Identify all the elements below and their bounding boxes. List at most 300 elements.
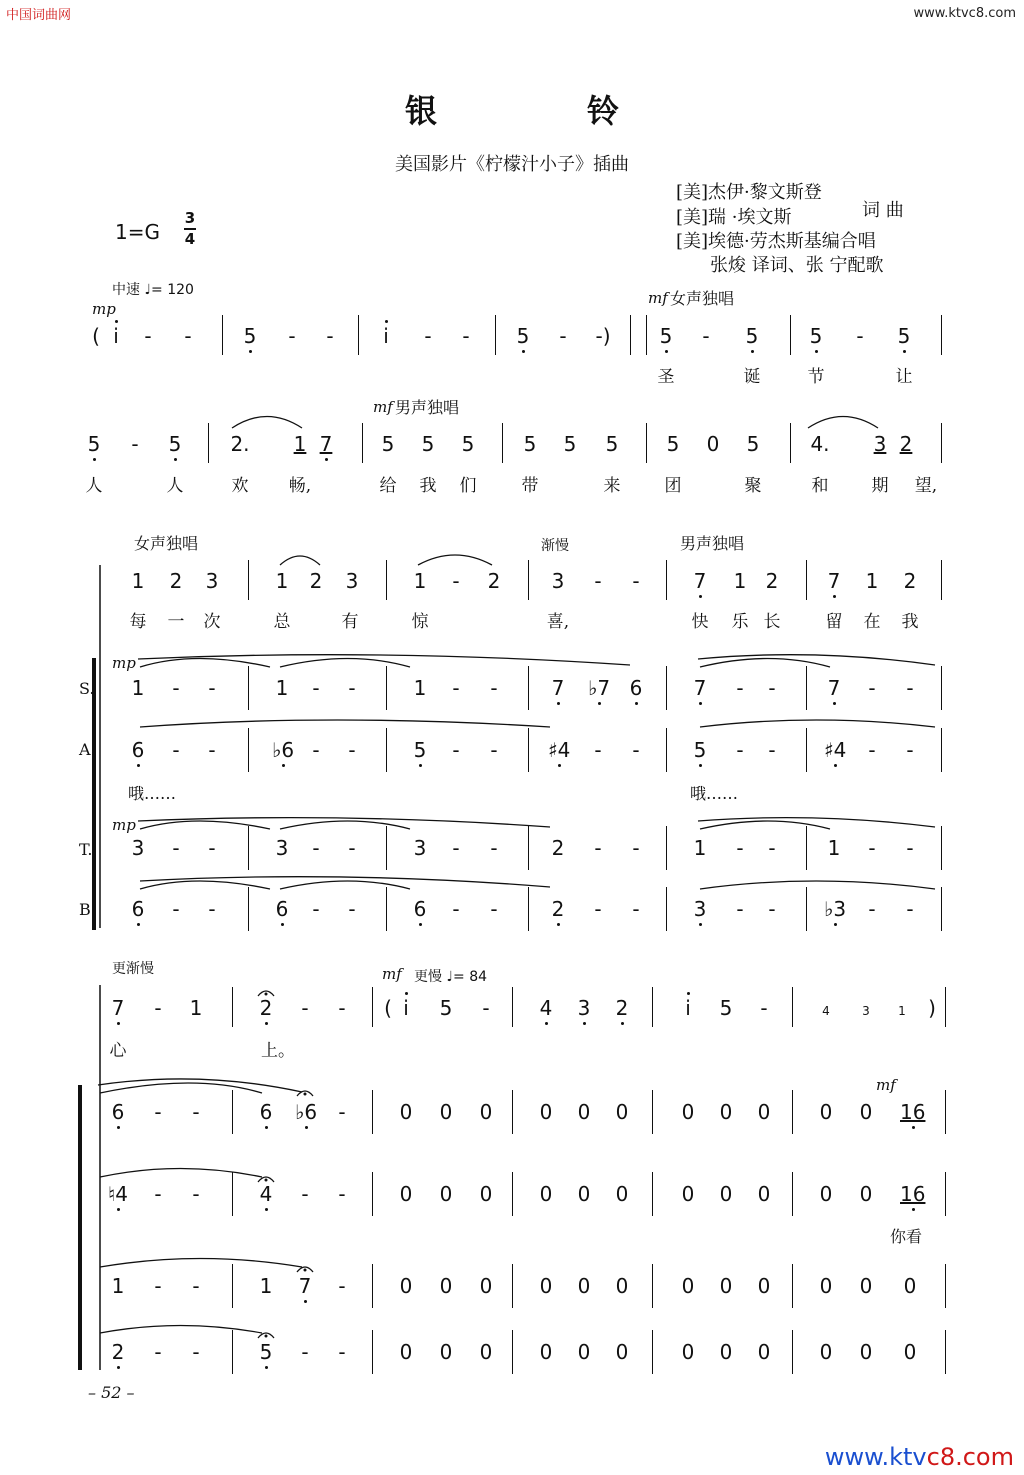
note-glyph: -	[452, 676, 460, 700]
note-glyph: 5	[439, 996, 453, 1020]
note-glyph: 0	[615, 1182, 629, 1206]
note-glyph: 0	[577, 1340, 591, 1364]
note-glyph: 0	[439, 1182, 453, 1206]
note-glyph: -	[702, 324, 710, 348]
tie	[140, 821, 270, 829]
note-glyph: 4	[259, 1182, 273, 1206]
note-glyph: -	[172, 897, 180, 921]
note-glyph: 0	[479, 1340, 493, 1364]
note-glyph: -	[768, 836, 776, 860]
lyric-syllable: 来	[603, 476, 621, 496]
credit-role: 词 曲	[862, 200, 904, 221]
note-glyph: 0	[681, 1274, 695, 1298]
note-glyph: 0	[903, 1274, 917, 1298]
note-glyph: -	[184, 324, 192, 348]
lyric-syllable: 留	[825, 612, 843, 632]
note-glyph: -	[490, 897, 498, 921]
note-glyph: 0	[681, 1182, 695, 1206]
tie	[280, 659, 410, 668]
note-glyph: -	[154, 1182, 162, 1206]
note-glyph: -	[868, 676, 876, 700]
note-glyph: 0	[859, 1274, 873, 1298]
note-glyph: -	[868, 897, 876, 921]
note-glyph: 6	[275, 897, 289, 921]
lyric-syllable: 总	[273, 612, 291, 632]
note-glyph: 1	[189, 996, 203, 1020]
note-glyph: 2	[551, 836, 565, 860]
credit-composer: [美]瑞 ·埃文斯	[676, 207, 792, 228]
oh-lyric-2: 哦……	[690, 784, 739, 803]
note-glyph: 5	[659, 324, 673, 348]
note-glyph: 4.	[810, 432, 830, 456]
note-glyph: 1	[131, 676, 145, 700]
note-glyph: 1	[275, 569, 289, 593]
note-glyph: 5	[413, 738, 427, 762]
note-glyph: 1	[131, 569, 145, 593]
note-glyph: 0	[399, 1100, 413, 1124]
note-glyph: (	[92, 324, 100, 348]
note-glyph: -	[482, 996, 490, 1020]
note-glyph: 6	[111, 1100, 125, 1124]
note-glyph: 0	[819, 1182, 833, 1206]
note-glyph: ♭6	[295, 1100, 318, 1124]
oh-lyric-1: 哦……	[128, 784, 177, 803]
note-glyph: 2	[111, 1340, 125, 1364]
note-glyph: 2	[899, 432, 913, 456]
note-glyph: 0	[439, 1340, 453, 1364]
note-glyph: 1	[865, 569, 879, 593]
note-glyph: 2	[169, 569, 183, 593]
note-glyph: 0	[719, 1274, 733, 1298]
key-signature: 1=G	[115, 220, 160, 244]
tie	[140, 720, 550, 727]
tie	[700, 659, 830, 668]
note-glyph: -	[559, 324, 567, 348]
note-glyph: -	[301, 1340, 309, 1364]
lyric-syllable: 乐	[731, 612, 749, 632]
note-glyph: 7	[298, 1274, 312, 1298]
note-glyph: -	[906, 836, 914, 860]
tie	[140, 877, 550, 887]
note-glyph: 3	[577, 996, 591, 1020]
note-glyph: -	[326, 324, 334, 348]
note-glyph: -	[154, 1100, 162, 1124]
note-glyph: -	[172, 836, 180, 860]
note-glyph: ♮4	[108, 1182, 128, 1206]
note-glyph: 0	[757, 1182, 771, 1206]
note-glyph: 0	[615, 1274, 629, 1298]
tie	[138, 655, 630, 665]
note-glyph: -	[192, 1100, 200, 1124]
note-glyph: -	[736, 676, 744, 700]
note-glyph: i	[113, 324, 119, 348]
male-solo-label-2: 男声独唱	[680, 534, 745, 553]
lyric-syllable: 节	[807, 367, 825, 387]
note-glyph: 5	[745, 324, 759, 348]
note-glyph: -	[906, 897, 914, 921]
note-glyph: 0	[706, 432, 720, 456]
note-glyph: -	[338, 1340, 346, 1364]
note-glyph: 5	[693, 738, 707, 762]
tie	[100, 1259, 302, 1268]
lyric-syllable: 和	[811, 476, 829, 496]
note-glyph: 0	[577, 1182, 591, 1206]
note-glyph: 0	[577, 1100, 591, 1124]
note-glyph: 3	[862, 1004, 870, 1018]
note-glyph: ♭6	[272, 738, 295, 762]
note-glyph: -	[154, 1340, 162, 1364]
note-glyph: -	[452, 836, 460, 860]
note-glyph: 0	[681, 1340, 695, 1364]
note-glyph: -	[594, 738, 602, 762]
lyric-syllable: 诞	[743, 367, 761, 387]
note-glyph: 0	[859, 1100, 873, 1124]
note-glyph: -	[338, 1182, 346, 1206]
credit-translator: 张焌 译词、张 宁配歌	[710, 255, 884, 276]
note-glyph: 0	[399, 1182, 413, 1206]
lyric-syllable: 望,	[914, 476, 938, 496]
song-subtitle: 美国影片《柠檬汁小子》插曲	[395, 154, 629, 175]
note-glyph: 2	[615, 996, 629, 1020]
note-glyph: 16	[900, 1100, 926, 1124]
note-glyph: 0	[757, 1340, 771, 1364]
lyric-syllable: 上。	[261, 1041, 295, 1061]
note-glyph: 5	[259, 1340, 273, 1364]
lyric-syllable: 聚	[744, 476, 762, 496]
note-glyph: -	[452, 897, 460, 921]
note-glyph: 7	[111, 996, 125, 1020]
note-glyph: 0	[819, 1100, 833, 1124]
note-glyph: -	[768, 676, 776, 700]
note-glyph: 5	[666, 432, 680, 456]
note-glyph: 3	[693, 897, 707, 921]
credit-lyricist: [美]杰伊·黎文斯登	[676, 182, 822, 203]
note-glyph: -	[594, 836, 602, 860]
alto-lyric-nikan: 你看	[890, 1227, 923, 1246]
note-glyph: ♭3	[824, 897, 847, 921]
note-glyph: 3	[551, 569, 565, 593]
note-glyph: -	[490, 676, 498, 700]
site-watermark-bottom	[825, 1443, 1014, 1471]
note-glyph: 7	[319, 432, 333, 456]
credit-arranger: [美]埃德·劳杰斯基编合唱	[676, 231, 876, 252]
note-glyph: 0	[539, 1274, 553, 1298]
lyric-syllable: 我	[901, 612, 919, 632]
note-glyph: 0	[819, 1340, 833, 1364]
note-glyph: 1	[275, 676, 289, 700]
tie	[700, 881, 935, 889]
note-glyph: 0	[399, 1274, 413, 1298]
note-glyph: 0	[719, 1100, 733, 1124]
dynamic-mf-female: mf	[648, 289, 668, 307]
lyric-syllable: 喜,	[546, 612, 570, 632]
lyric-syllable: 给	[379, 476, 397, 496]
dynamic-mp-tenor: mp	[112, 816, 136, 834]
female-solo-label: 女声独唱	[670, 289, 735, 308]
lyric-syllable: 一	[167, 612, 185, 632]
lyric-syllable: 心	[109, 1041, 127, 1061]
tie	[98, 1079, 302, 1092]
note-glyph: 6	[629, 676, 643, 700]
female-solo-label-2: 女声独唱	[134, 534, 199, 553]
note-glyph: 6	[131, 738, 145, 762]
watermark-suffix: c8.com	[926, 1443, 1014, 1471]
note-glyph: -	[301, 1182, 309, 1206]
note-glyph: -	[760, 996, 768, 1020]
song-title: 银铃	[404, 92, 769, 130]
site-watermark-left: 中国词曲网	[6, 8, 72, 23]
note-glyph: ♯4	[548, 738, 571, 762]
dynamic-mp-soprano: mp	[112, 654, 136, 672]
note-glyph: 3	[345, 569, 359, 593]
fermata-dot	[304, 1269, 307, 1272]
note-glyph: -	[154, 1274, 162, 1298]
lyric-syllable: 人	[85, 476, 103, 496]
note-glyph: 0	[539, 1340, 553, 1364]
note-glyph: -	[632, 897, 640, 921]
note-glyph: -	[348, 738, 356, 762]
lyric-syllable: 们	[459, 476, 477, 496]
page-number: – 52 –	[88, 1383, 135, 1402]
note-glyph: -	[144, 324, 152, 348]
note-glyph: -	[768, 897, 776, 921]
tie	[100, 1326, 262, 1334]
note-glyph: -	[312, 897, 320, 921]
note-glyph: 5	[461, 432, 475, 456]
note-glyph: -	[906, 676, 914, 700]
note-glyph: 7	[551, 676, 565, 700]
tie	[700, 720, 935, 727]
note-glyph: -	[348, 676, 356, 700]
voice-label-tenor: T.	[79, 840, 93, 859]
lyric-syllable: 畅,	[288, 476, 312, 496]
lyric-syllable: 期	[871, 476, 889, 496]
tie	[138, 818, 550, 827]
fermata-dot	[265, 1335, 268, 1338]
tie	[140, 881, 270, 889]
note-glyph: 1	[898, 1004, 906, 1018]
note-glyph: ♯4	[824, 738, 847, 762]
note-glyph: -	[348, 897, 356, 921]
note-glyph: -	[192, 1182, 200, 1206]
lyric-syllable: 次	[203, 612, 221, 632]
note-glyph: -	[208, 897, 216, 921]
lyric-syllable: 圣	[657, 367, 675, 387]
note-glyph: 6	[259, 1100, 273, 1124]
note-glyph: -	[208, 836, 216, 860]
note-glyph: 7	[827, 569, 841, 593]
tie	[280, 556, 320, 565]
note-glyph: 7	[827, 676, 841, 700]
note-glyph: 0	[479, 1274, 493, 1298]
note-glyph: 2.	[230, 432, 250, 456]
note-glyph: -	[192, 1340, 200, 1364]
note-glyph: -	[868, 836, 876, 860]
dynamic-mf-choir: mf	[876, 1076, 896, 1094]
note-glyph: 0	[819, 1274, 833, 1298]
fermata-dot	[304, 1093, 307, 1096]
note-glyph: 2	[487, 569, 501, 593]
tie	[700, 821, 830, 829]
note-glyph: 0	[719, 1340, 733, 1364]
tempo-marking-2: 更慢 ♩= 84	[414, 969, 488, 985]
note-glyph: -	[208, 738, 216, 762]
note-glyph: -	[594, 569, 602, 593]
note-glyph: -	[338, 996, 346, 1020]
note-glyph: 5	[719, 996, 733, 1020]
fermata-dot	[265, 993, 268, 996]
note-glyph: 3	[873, 432, 887, 456]
note-glyph: 0	[399, 1340, 413, 1364]
tie	[808, 417, 878, 429]
time-signature-top: 3	[184, 209, 196, 227]
note-glyph: -	[632, 738, 640, 762]
note-glyph: 0	[439, 1100, 453, 1124]
lyric-syllable: 团	[664, 476, 682, 496]
note-glyph: 2	[765, 569, 779, 593]
lyric-syllable: 惊	[411, 612, 429, 632]
note-glyph: -	[462, 324, 470, 348]
note-glyph: 16	[900, 1182, 926, 1206]
more-ritardando-marking: 更渐慢	[112, 961, 154, 977]
note-glyph: 7	[693, 676, 707, 700]
note-glyph: 0	[859, 1340, 873, 1364]
note-glyph: -	[490, 738, 498, 762]
note-glyph: 5	[381, 432, 395, 456]
note-glyph: )	[928, 996, 936, 1020]
note-glyph: 1	[827, 836, 841, 860]
dynamic-mf-tempo2: mf	[382, 965, 402, 983]
note-glyph: -	[192, 1274, 200, 1298]
note-glyph: -	[131, 432, 139, 456]
note-glyph: -	[856, 324, 864, 348]
note-glyph: -	[632, 836, 640, 860]
note-glyph: 5	[421, 432, 435, 456]
dynamic-mf-male: mf	[373, 398, 393, 416]
note-glyph: 0	[757, 1274, 771, 1298]
fermata-dot	[265, 1179, 268, 1182]
tie	[280, 821, 410, 829]
note-glyph: 2	[309, 569, 323, 593]
note-glyph: 2	[259, 996, 273, 1020]
note-glyph: -)	[595, 324, 611, 348]
note-glyph: 4	[539, 996, 553, 1020]
note-glyph: -	[288, 324, 296, 348]
note-glyph: 5	[87, 432, 101, 456]
note-glyph: -	[172, 738, 180, 762]
note-glyph: i	[685, 996, 691, 1020]
note-glyph: -	[312, 738, 320, 762]
note-glyph: -	[490, 836, 498, 860]
note-glyph: -	[338, 1100, 346, 1124]
note-glyph: 6	[413, 897, 427, 921]
note-glyph: -	[452, 569, 460, 593]
note-glyph: 5	[809, 324, 823, 348]
note-glyph: -	[301, 996, 309, 1020]
time-signature-bottom: 4	[184, 230, 196, 248]
tie	[280, 881, 410, 889]
note-glyph: -	[312, 836, 320, 860]
note-glyph: 0	[479, 1100, 493, 1124]
tie	[100, 1169, 262, 1178]
note-glyph: -	[868, 738, 876, 762]
note-glyph: -	[424, 324, 432, 348]
note-glyph: -	[208, 676, 216, 700]
note-glyph: 0	[539, 1100, 553, 1124]
voice-label-alto: A.	[79, 740, 96, 759]
lyric-syllable: 我	[419, 476, 437, 496]
note-glyph: 0	[903, 1340, 917, 1364]
dynamic-mp-intro: mp	[92, 300, 116, 318]
note-glyph: -	[736, 897, 744, 921]
note-glyph: -	[312, 676, 320, 700]
note-glyph: -	[768, 738, 776, 762]
note-glyph: 5	[243, 324, 257, 348]
note-glyph: 5	[746, 432, 760, 456]
note-glyph: 3	[413, 836, 427, 860]
lyric-syllable: 长	[763, 612, 781, 632]
note-glyph: 3	[205, 569, 219, 593]
note-glyph: 0	[439, 1274, 453, 1298]
lyric-syllable: 在	[863, 612, 881, 632]
note-glyph: 3	[275, 836, 289, 860]
voice-label-bass: B.	[79, 900, 96, 919]
note-glyph: 2	[903, 569, 917, 593]
tie	[100, 1083, 262, 1093]
note-glyph: 0	[615, 1340, 629, 1364]
note-glyph: 0	[681, 1100, 695, 1124]
note-glyph: 0	[859, 1182, 873, 1206]
lyric-syllable: 欢	[231, 476, 249, 496]
voice-label-soprano: S.	[79, 679, 95, 698]
note-glyph: 4	[822, 1004, 830, 1018]
note-glyph: 1	[413, 569, 427, 593]
note-glyph: 5	[605, 432, 619, 456]
note-glyph: (	[384, 996, 392, 1020]
note-glyph: 1	[259, 1274, 273, 1298]
male-solo-label: 男声独唱	[395, 398, 460, 417]
lyric-syllable: 带	[521, 476, 539, 496]
note-glyph: i	[383, 324, 389, 348]
tie	[418, 555, 492, 565]
note-glyph: 6	[131, 897, 145, 921]
note-glyph: 5	[563, 432, 577, 456]
note-glyph: 0	[615, 1100, 629, 1124]
note-glyph: 5	[168, 432, 182, 456]
note-glyph: 5	[516, 324, 530, 348]
note-glyph: -	[736, 738, 744, 762]
lyric-syllable: 有	[341, 612, 359, 632]
note-glyph: -	[338, 1274, 346, 1298]
note-glyph: -	[452, 738, 460, 762]
note-glyph: 7	[693, 569, 707, 593]
note-glyph: -	[172, 676, 180, 700]
note-glyph: 1	[733, 569, 747, 593]
note-glyph: 0	[479, 1182, 493, 1206]
note-glyph: 0	[757, 1100, 771, 1124]
note-glyph: i	[403, 996, 409, 1020]
watermark-prefix: www.ktv	[824, 1443, 927, 1471]
note-glyph: -	[906, 738, 914, 762]
site-watermark-right: www.ktvc8.com	[913, 6, 1016, 21]
lyric-syllable: 人	[166, 476, 184, 496]
note-glyph: -	[736, 836, 744, 860]
tie	[140, 659, 270, 668]
note-glyph: 5	[523, 432, 537, 456]
note-glyph: 1	[293, 432, 307, 456]
tempo-marking: 中速 ♩= 120	[112, 282, 194, 298]
note-glyph: 1	[693, 836, 707, 860]
